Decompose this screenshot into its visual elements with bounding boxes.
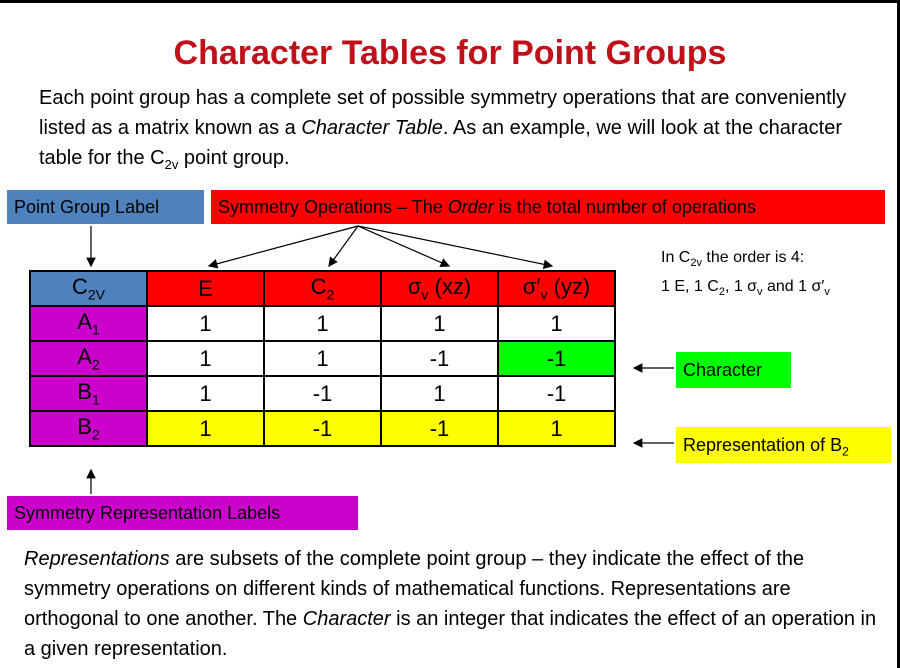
character-cell: 1	[498, 411, 615, 446]
character-cell: 1	[264, 341, 381, 376]
cell-sub: 1	[91, 391, 100, 408]
cell-main: C	[310, 274, 327, 300]
character-cell: 1	[381, 376, 498, 411]
page-title: Character Tables for Point Groups	[173, 34, 727, 72]
order-note-text: the order is 4:	[701, 249, 805, 266]
ops-label-emphasis: Order	[447, 197, 494, 217]
cell-main: E	[198, 275, 213, 301]
cell-sub: v	[540, 286, 548, 303]
arrow-op-e	[209, 226, 358, 266]
order-note-sub: v	[824, 286, 830, 299]
bottom-text-1: are subsets of the complete point group – they indicate the effect of the symmetry operations on different kinds of mathematical functions. Representations are orthogonal to one another. The	[24, 548, 805, 630]
character-cell: 1	[264, 306, 381, 341]
cell-main: C	[71, 274, 88, 300]
intro-text-1: Each point group has a complete set of possible symmetry operations that are conveniently listed as a matrix known as a	[39, 87, 847, 139]
character-cell: -1	[498, 376, 615, 411]
cell-rest: (xz)	[428, 274, 472, 300]
intro-text-3: point group.	[178, 147, 290, 169]
rep-b2-text: Representation of B	[683, 435, 843, 455]
order-note-sub: v	[757, 286, 763, 299]
cell-rest: (yz)	[547, 274, 591, 300]
highlighted-character-cell: -1	[498, 341, 615, 376]
cell-main: B	[77, 379, 92, 405]
cell-main: B	[77, 414, 92, 440]
point-group-label: Point Group Label	[7, 190, 204, 224]
character-cell: -1	[264, 411, 381, 446]
order-note-text: , 1	[724, 278, 748, 296]
ops-label-suffix: is the total number of operations	[493, 197, 756, 217]
order-note-sub: 2v	[690, 257, 702, 270]
character-cell: -1	[381, 341, 498, 376]
order-note-sigma: σ	[747, 278, 758, 296]
character-cell: -1	[381, 411, 498, 446]
ops-label-prefix: Symmetry Operations – The	[218, 197, 448, 217]
arrow-op-sigma-xz	[358, 226, 449, 266]
character-cell: 1	[147, 341, 264, 376]
bottom-emphasis-2: Character	[302, 608, 391, 630]
cell-main: A	[77, 344, 92, 370]
cell-main: A	[77, 309, 92, 335]
bottom-text-2: is an integer that indicates the effect of an operation in a given representation.	[24, 608, 877, 660]
character-cell: 1	[147, 376, 264, 411]
bottom-emphasis-1: Representations	[24, 548, 170, 570]
cell-sub: 2V	[87, 286, 105, 303]
cell-sub: 1	[91, 321, 100, 338]
cell-main: σ′	[522, 274, 541, 300]
bottom-paragraph	[24, 544, 884, 664]
cell-sub: 2	[91, 356, 100, 373]
character-cell: 1	[498, 306, 615, 341]
order-note-sigma: σ′	[811, 278, 825, 296]
symmetry-representation-labels-label: Symmetry Representation Labels	[7, 496, 358, 530]
rep-b2-sub: 2	[842, 444, 849, 459]
cell-sub: 2	[326, 286, 335, 303]
cell-sub: v	[421, 286, 429, 303]
character-cell: -1	[264, 376, 381, 411]
order-note-text: 1 E, 1 C	[661, 278, 719, 296]
character-cell: 1	[147, 306, 264, 341]
arrow-op-sigma-yz	[358, 226, 552, 266]
intro-subscript: 2v	[164, 157, 179, 172]
intro-text-2: . As an example, we will look at the character table for the C	[39, 117, 842, 169]
cell-main: σ	[407, 274, 422, 300]
character-label: Character	[676, 352, 791, 388]
cell-sub: 2	[91, 426, 100, 443]
order-note-text: and 1	[762, 278, 812, 296]
order-note-text: In C	[661, 249, 691, 266]
order-note-sub: 2	[718, 286, 725, 299]
intro-emphasis: Character Table	[301, 117, 443, 139]
character-cell: 1	[147, 411, 264, 446]
character-cell: 1	[381, 306, 498, 341]
